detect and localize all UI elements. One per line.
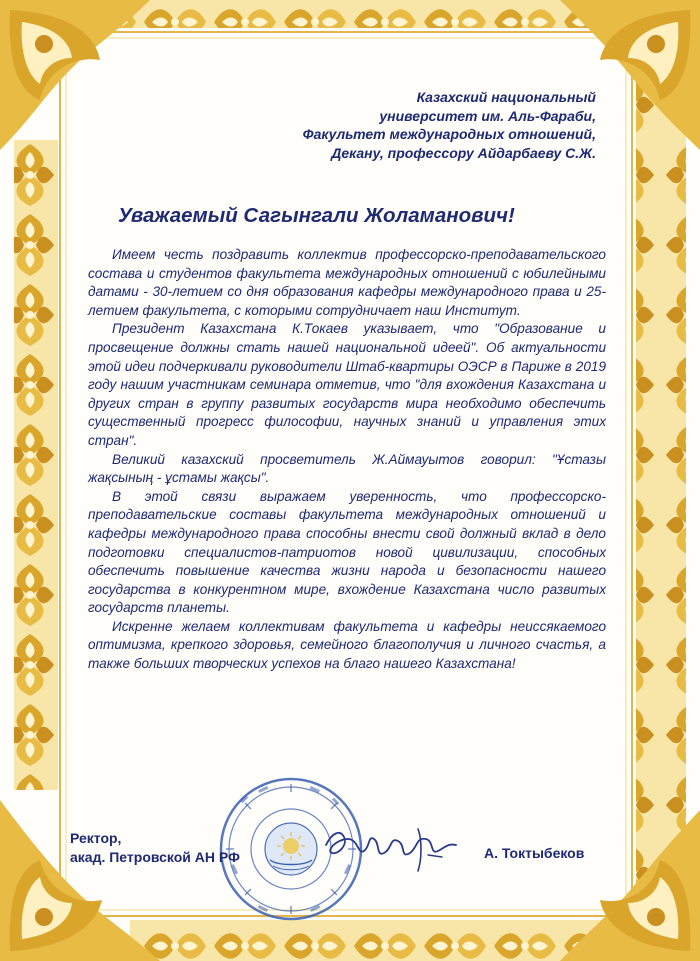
signatory-block	[70, 829, 240, 867]
recipient-line-3: Факультет международных отношений,	[302, 126, 596, 142]
recipient-line-2: университет им. Аль-Фараби,	[379, 107, 596, 124]
letter-body	[88, 246, 606, 674]
recipient-line-1: Казахский национальный	[416, 89, 596, 105]
paragraph-confidence: В этой связи выражаем уверенность, что профессорско-преподавательские составы факультета международных отношений и кафедры международного права способны внести свой должный вклад в дело подготовки специалистов-патриотов новой цивилизации, способных обеспечить повышение качества жизни народа и безопасности нашего государства в конкурентном мире, вхождение Казахстана число развитых государств планеты.	[88, 488, 606, 616]
signatory-name: А. Токтыбеков	[484, 845, 585, 861]
greeting-heading: Уважаемый Сагынгали Жоламанович!	[118, 204, 515, 227]
signatory-title: Ректор,	[70, 830, 122, 846]
rector-signature	[318, 815, 468, 875]
paragraph-aimauytov-quote: Великий казахский просветитель Ж.Аймауытов говорил: "Ұстазы жақсының - ұстамы жақсы".	[88, 451, 606, 486]
recipient-line-4: Декану, профессору Айдарбаеву С.Ж.	[331, 144, 596, 161]
recipient-address	[210, 88, 596, 162]
signatory-academy: акад. Петровской АН РФ	[70, 849, 240, 865]
paragraph-wishes: Искренне желаем коллективам факультета и кафедры неиссякаемого оптимизма, крепкого здоровья, семейного благополучия и личного счастья, а также больших творческих успехов на благо нашего Казахстана!	[88, 618, 606, 672]
paragraph-congratulation: Имеем честь поздравить коллектив профессорско-преподавательского состава и студентов факультета международных отношений с юбилейными датами - 30-летием со дня образования кафедры международного права и 25-летием факультета, с которыми сотрудничает наш Институт.	[88, 247, 606, 318]
paragraph-president-quote: Президент Казахстана К.Токаев указывает, что "Образование и просвещение должны стать нашей национальной идеей". Об актуальности этой идеи подчеркивали руководители Штаб-квартиры ОЭСР в Париже в 2019 году нашим участникам семинара отметив, что "для вхождения Казахстана и других стран в группу развитых государств мира необходимо обеспечить существенный прогресс философии, научных знаний и управления этих стран".	[88, 321, 606, 448]
